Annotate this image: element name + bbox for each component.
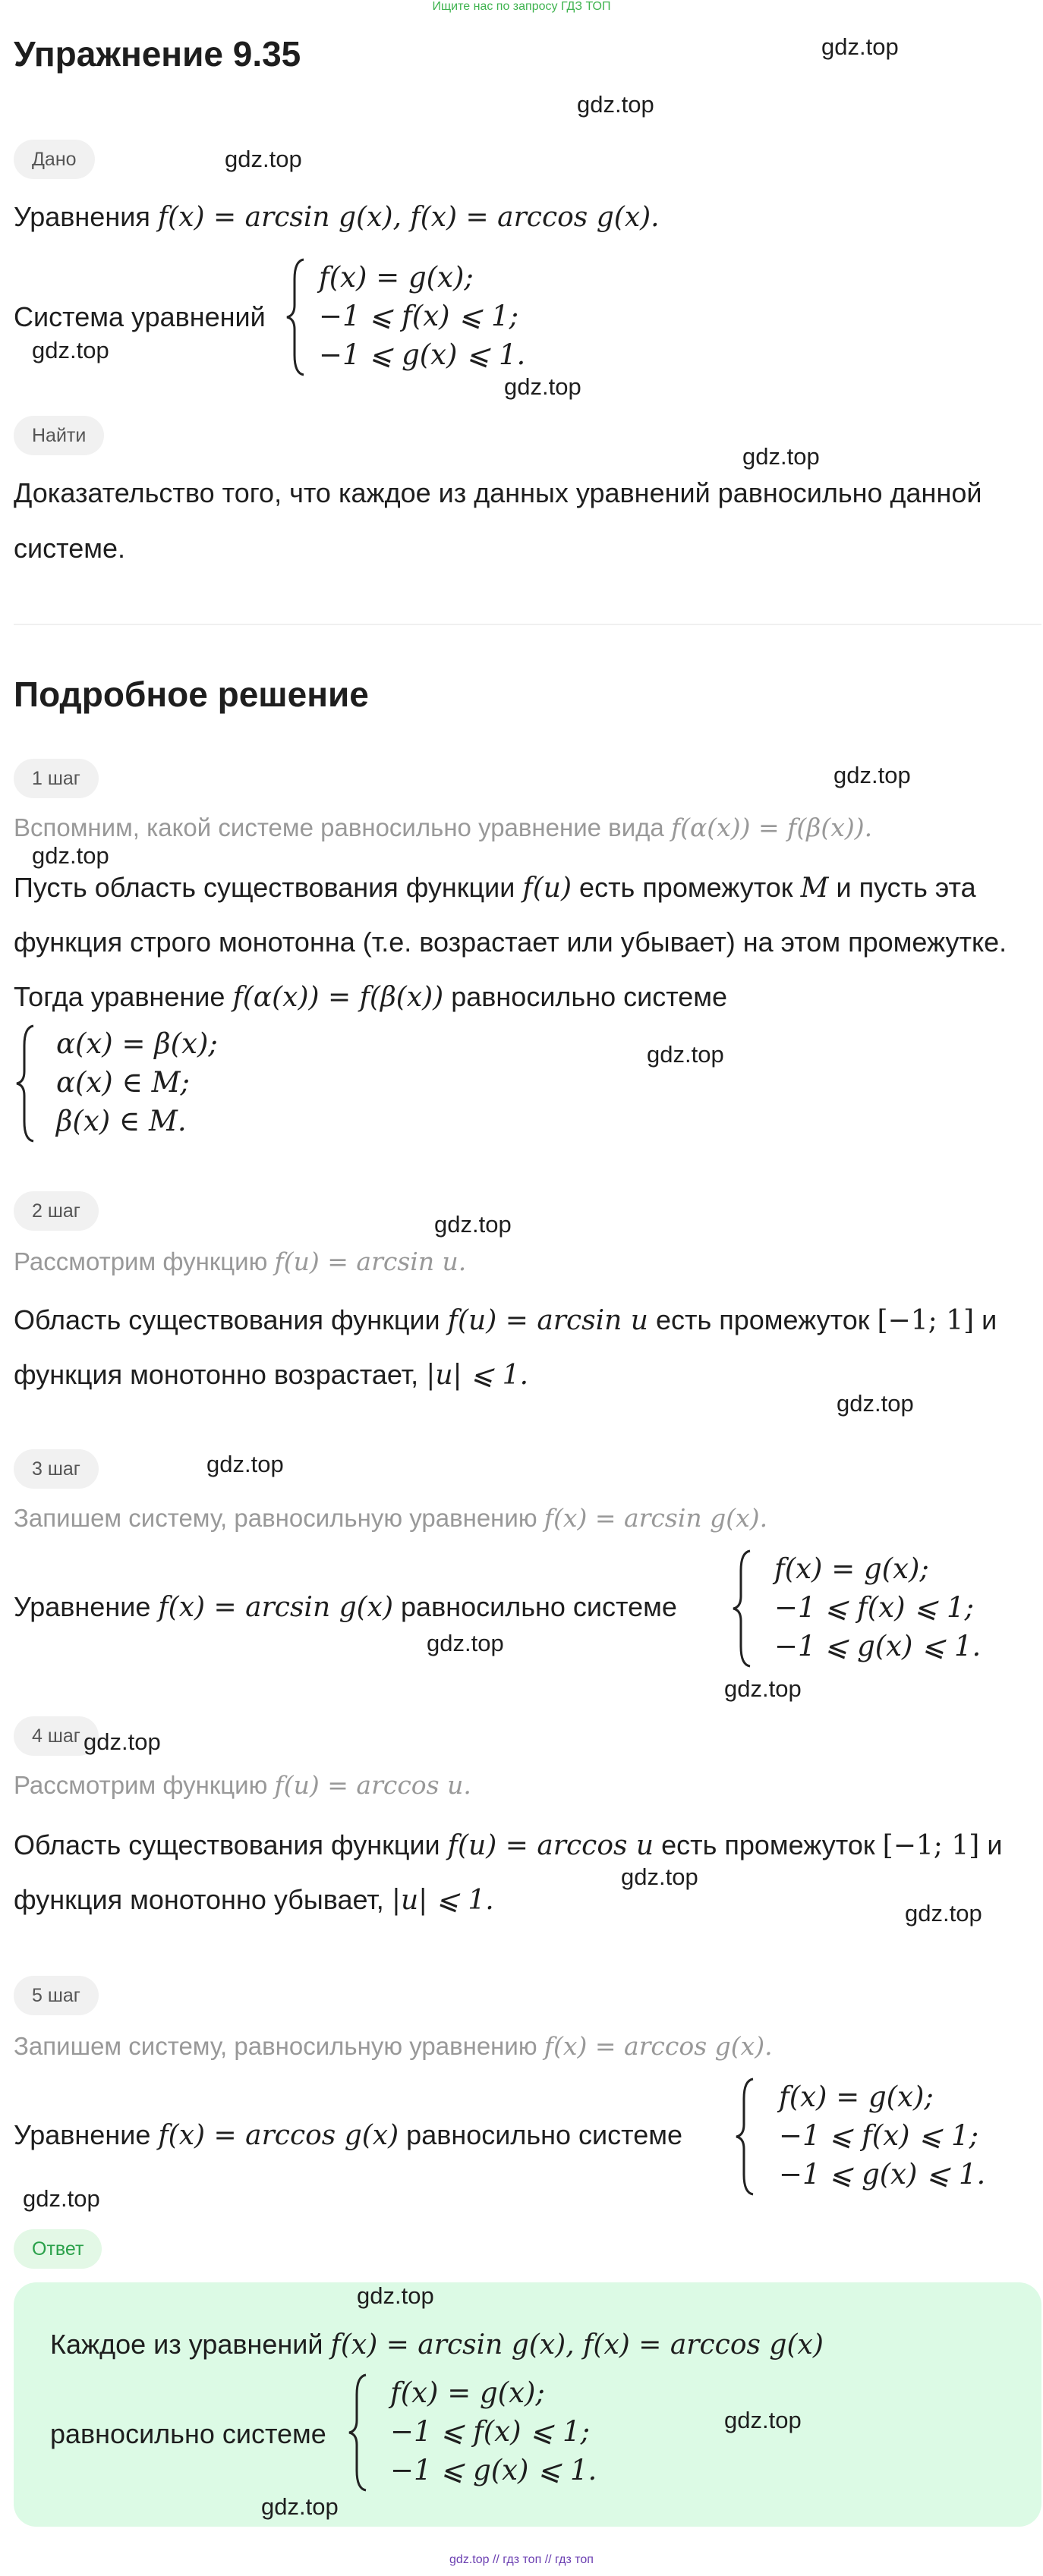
step-5-badge: 5 шаг [14, 1976, 99, 2015]
watermark: gdz.top [577, 91, 654, 118]
step-1-line-3b: равносильно системе [451, 981, 728, 1012]
step-3-hint-text: Запишем систему, равносильную уравнению [14, 1504, 537, 1532]
step-1-line-1-math2: M [800, 873, 829, 904]
find-badge: Найти [14, 416, 104, 455]
step-4-line-1 [14, 1829, 1003, 1861]
step-3-system-brace [730, 1548, 753, 1669]
watermark: gdz.top [742, 443, 820, 470]
step-1-system-line-2: α(x) ∈ M; [56, 1066, 190, 1099]
answer-badge: Ответ [14, 2229, 102, 2269]
watermark: gdz.top [206, 1451, 284, 1477]
step-5-line [14, 2119, 683, 2151]
step-1-system-lines [56, 1024, 218, 1140]
step-5-line-a: Уравнение [14, 2119, 151, 2150]
given-system-line-3: −1 ⩽ g(x) ⩽ 1. [319, 338, 526, 371]
step-2-line-1b: есть промежуток [655, 1304, 870, 1335]
step-3-system-line-2: −1 ⩽ f(x) ⩽ 1; [774, 1591, 975, 1624]
watermark: gdz.top [821, 33, 899, 60]
step-3-line-b: равносильно системе [401, 1591, 677, 1622]
watermark: gdz.top [833, 762, 911, 788]
step-2-line-1-math2: [−1; 1] [877, 1305, 975, 1336]
page-title: Упражнение 9.35 [14, 34, 301, 74]
step-5-system-line-1: f(x) = g(x); [779, 2081, 934, 2113]
given-system-line-1: f(x) = g(x); [319, 261, 474, 294]
step-2-hint [14, 1249, 466, 1274]
step-3-system-lines [774, 1549, 981, 1665]
answer-system-line-3: −1 ⩽ g(x) ⩽ 1. [390, 2454, 597, 2486]
given-equations [14, 203, 660, 231]
step-1-system-line-1: α(x) = β(x); [56, 1027, 218, 1060]
step-3-hint-math: f(x) = arcsin g(x). [544, 1503, 768, 1533]
watermark: gdz.top [261, 2493, 339, 2520]
step-5-system-line-3: −1 ⩽ g(x) ⩽ 1. [779, 2158, 986, 2191]
step-1-hint [14, 815, 872, 840]
step-2-line-2a: функция монотонно возрастает, [14, 1359, 419, 1390]
step-2-line-2 [14, 1361, 528, 1389]
section-divider [14, 624, 1041, 625]
step-3-hint [14, 1503, 768, 1533]
step-1-line-1b: есть промежуток [579, 872, 793, 903]
step-1-line-3 [14, 983, 727, 1011]
watermark: gdz.top [905, 1900, 982, 1926]
step-4-line-1-math2: [−1; 1] [882, 1830, 980, 1861]
step-2-hint-text: Рассмотрим функцию [14, 1247, 268, 1275]
watermark: gdz.top [427, 1630, 504, 1656]
step-3-system-line-3: −1 ⩽ g(x) ⩽ 1. [774, 1630, 982, 1662]
answer-line-1 [50, 2331, 824, 2359]
step-4-hint [14, 1772, 471, 1798]
step-2-line-2-math: |u| ⩽ 1. [426, 1360, 529, 1391]
step-1-line-2: функция строго монотонна (т.е. возрастает или убывает) на этом промежутке. [14, 926, 1007, 958]
step-2-badge: 2 шаг [14, 1191, 99, 1231]
step-1-line-1 [14, 874, 976, 902]
step-3-line-math: f(x) = arcsin g(x) [158, 1592, 394, 1623]
step-1-line-1-math: f(u) [522, 873, 572, 904]
step-4-line-1c: и [987, 1829, 1003, 1860]
step-3-line-a: Уравнение [14, 1591, 151, 1622]
step-5-hint-math: f(x) = arccos g(x). [544, 2031, 773, 2061]
given-equations-math: f(x) = arcsin g(x), f(x) = arccos g(x). [157, 202, 660, 233]
step-2-line-1c: и [982, 1304, 997, 1335]
step-5-system-brace [733, 2076, 756, 2197]
step-2-line-1a: Область существования функции [14, 1304, 440, 1335]
step-5-hint [14, 2033, 773, 2059]
step-2-line-1-math: f(u) = arcsin u [447, 1305, 648, 1336]
watermark: gdz.top [357, 2282, 434, 2309]
step-3-badge: 3 шаг [14, 1449, 99, 1489]
step-1-hint-text: Вспомним, какой системе равносильно уравнение вида [14, 813, 664, 841]
step-1-system-line-3: β(x) ∈ M. [56, 1105, 187, 1137]
watermark: gdz.top [32, 842, 109, 869]
step-5-hint-text: Запишем систему, равносильную уравнению [14, 2032, 537, 2060]
answer-system-line-1: f(x) = g(x); [390, 2376, 545, 2409]
bottom-links[interactable]: gdz.top // гдз топ // гдз топ [449, 2553, 594, 2566]
answer-line-2: равносильно системе [50, 2418, 326, 2449]
top-search-link[interactable]: Ищите нас по запросу ГДЗ ТОП [432, 0, 611, 13]
step-1-hint-math: f(α(x)) = f(β(x)). [670, 813, 873, 842]
watermark: gdz.top [724, 1675, 802, 1702]
given-system-line-2: −1 ⩽ f(x) ⩽ 1; [319, 300, 519, 332]
step-5-system-lines [779, 2077, 985, 2194]
step-4-line-1a: Область существования функции [14, 1829, 440, 1860]
watermark: gdz.top [837, 1390, 914, 1417]
step-4-hint-text: Рассмотрим функцию [14, 1771, 268, 1799]
step-1-line-3a: Тогда уравнение [14, 981, 225, 1012]
watermark: gdz.top [84, 1728, 161, 1755]
solution-title: Подробное решение [14, 675, 369, 714]
watermark: gdz.top [504, 373, 581, 400]
step-4-line-1b: есть промежуток [661, 1829, 875, 1860]
answer-system-line-2: −1 ⩽ f(x) ⩽ 1; [390, 2415, 591, 2448]
step-5-line-math: f(x) = arccos g(x) [158, 2120, 399, 2151]
answer-system-lines [390, 2373, 597, 2490]
step-1-line-3-math: f(α(x)) = f(β(x)) [232, 982, 444, 1013]
step-1-line-1a: Пусть область существования функции [14, 872, 515, 903]
step-2-hint-math: f(u) = arcsin u. [274, 1247, 467, 1276]
answer-system-brace [346, 2372, 369, 2493]
given-system-lines [319, 258, 525, 374]
step-4-line-2 [14, 1886, 494, 1914]
watermark: gdz.top [225, 146, 302, 172]
given-system-label: Система уравнений [14, 301, 266, 332]
step-2-line-1 [14, 1304, 997, 1336]
answer-line-1a: Каждое из уравнений [50, 2329, 323, 2360]
given-equations-label: Уравнения [14, 201, 150, 232]
watermark: gdz.top [32, 337, 109, 363]
watermark: gdz.top [647, 1041, 724, 1068]
step-5-system-line-2: −1 ⩽ f(x) ⩽ 1; [779, 2119, 979, 2152]
step-3-system-line-1: f(x) = g(x); [774, 1552, 929, 1585]
step-4-line-1-math: f(u) = arccos u [447, 1830, 654, 1861]
given-system-brace [284, 256, 307, 378]
find-line-1: Доказательство того, что каждое из данных уравнений равносильно данной [14, 477, 982, 508]
step-4-hint-math: f(u) = arccos u. [274, 1770, 471, 1800]
watermark: gdz.top [724, 2407, 802, 2433]
answer-line-1-math: f(x) = arcsin g(x), f(x) = arccos g(x) [330, 2329, 824, 2361]
watermark: gdz.top [434, 1211, 512, 1238]
step-4-line-2a: функция монотонно убывает, [14, 1884, 384, 1915]
step-4-badge: 4 шаг [14, 1716, 99, 1756]
step-4-line-2-math: |u| ⩽ 1. [391, 1885, 494, 1916]
watermark: gdz.top [23, 2185, 100, 2212]
find-line-2: системе. [14, 533, 125, 564]
watermark: gdz.top [621, 1864, 698, 1890]
step-3-line [14, 1593, 677, 1621]
step-5-line-b: равносильно системе [406, 2119, 683, 2150]
step-1-system-brace [14, 1023, 36, 1144]
step-1-line-1c: и пусть эта [836, 872, 976, 903]
step-1-badge: 1 шаг [14, 759, 99, 798]
given-badge: Дано [14, 140, 95, 179]
